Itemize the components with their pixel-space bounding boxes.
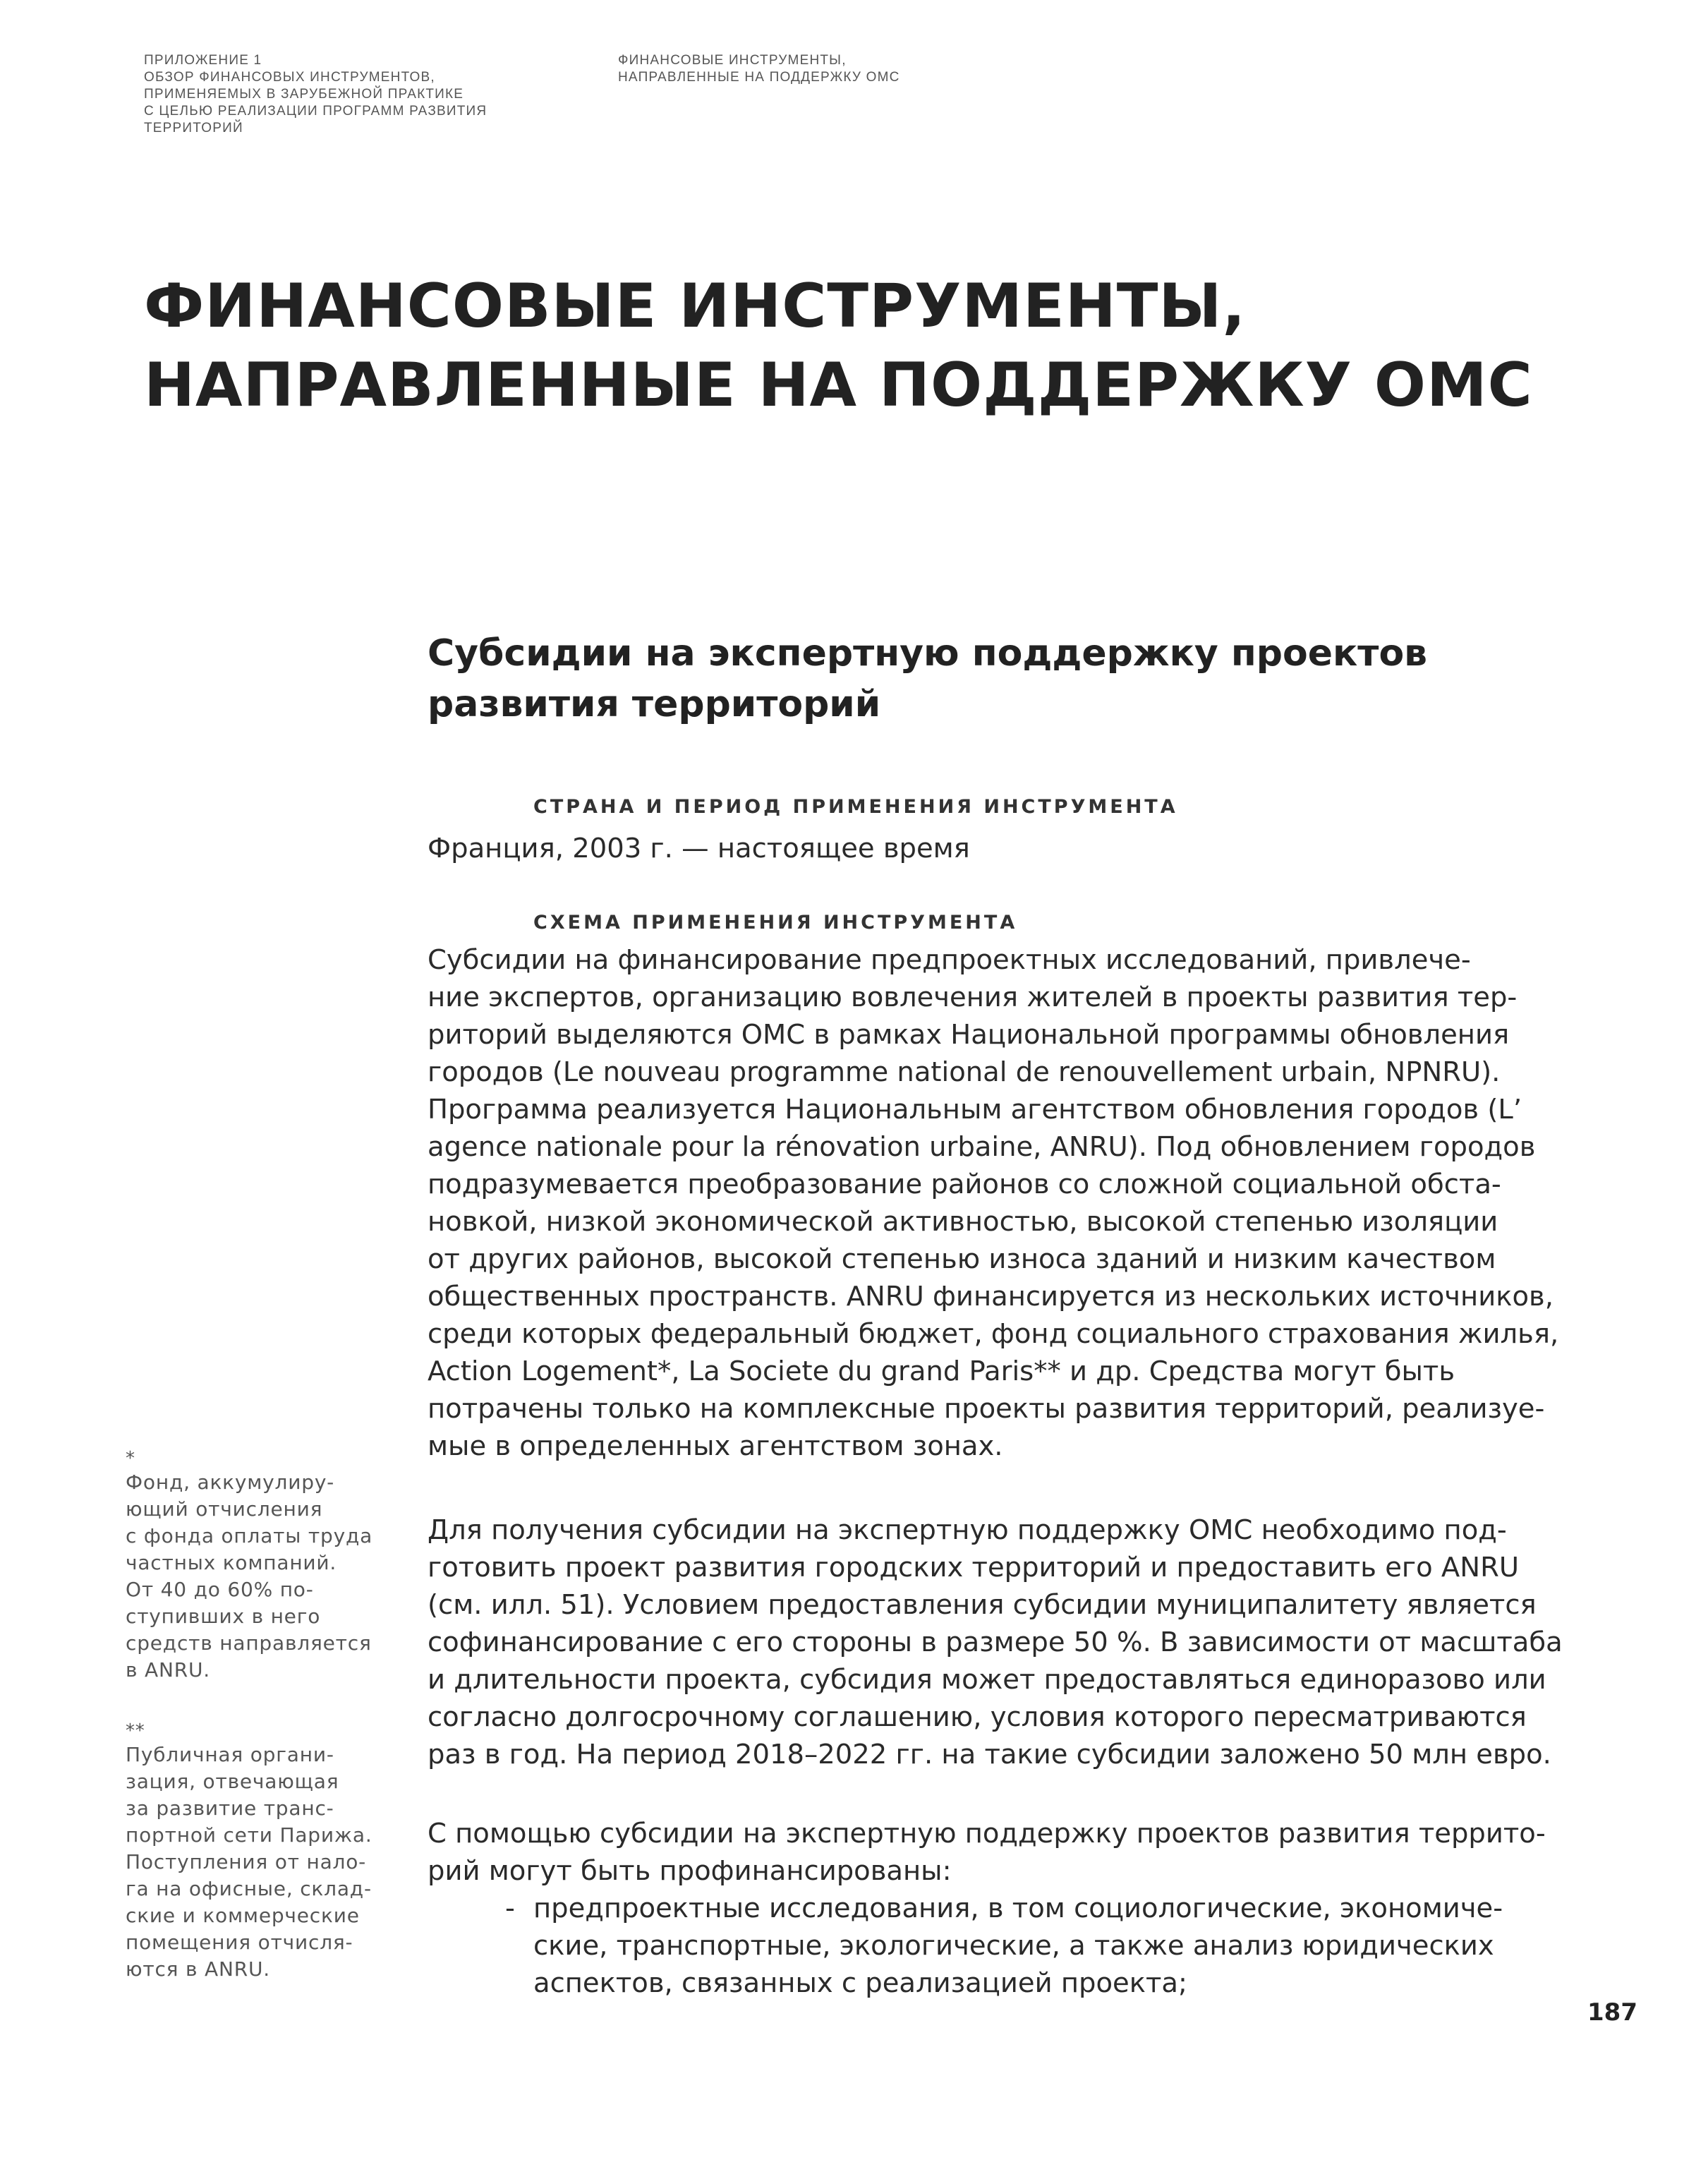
footnote-line: помещения отчисля- [126,1931,353,1954]
running-header-right [618,52,900,86]
text-line: С помощью субсидии на экспертную поддержку проектов развития террито- [428,1818,1546,1849]
text-line: раз в год. На период 2018–2022 гг. на такие субсидии заложено 50 млн евро. [428,1739,1551,1770]
paragraph-subsidy-conditions [428,1511,1570,1773]
text-line: новкой, низкой экономической активностью, высокой степенью изоляции [428,1206,1498,1238]
footnote-line: зация, отвечающая [126,1770,339,1793]
footnote-action-logement [126,1448,401,1684]
text-line: Субсидии на финансирование предпроектных исследований, привлече- [428,944,1471,976]
text-line: среди которых федеральный бюджет, фонд социального страхования жилья, [428,1318,1559,1350]
footnote-line: Поступления от нало- [126,1850,367,1873]
funding-list [505,1890,1648,2002]
page-title-line: НАПРАВЛЕННЫЕ НА ПОДДЕРЖКУ ОМС [144,350,1533,421]
running-header-line: ОБЗОР ФИНАНСОВЫХ ИНСТРУМЕНТОВ, [144,70,435,85]
text-line: ние экспертов, организацию вовлечения жителей в проекты развития тер- [428,982,1518,1013]
footnote-line: за развитие транс- [126,1797,334,1820]
page-title-line: ФИНАНСОВЫЕ ИНСТРУМЕНТЫ, [144,271,1247,342]
text-line: рий могут быть профинансированы: [428,1855,952,1887]
page-title [144,267,1555,425]
text-line: аспектов, связанных с реализацией проекта; [533,1967,1187,1999]
footnote-line: средств направляется [126,1631,372,1655]
text-line: предпроектные исследования, в том социологические, экономиче- [533,1893,1503,1924]
running-header-line: ПРИМЕНЯЕМЫХ В ЗАРУБЕЖНОЙ ПРАКТИКЕ [144,87,464,102]
paragraph-funding-intro [428,1815,1570,1890]
text-line: согласно долгосрочному соглашению, условия которого пересматриваются [428,1701,1527,1733]
text-line: Для получения субсидии на экспертную поддержку ОМС необходимо под- [428,1514,1507,1546]
footnote-line: га на офисные, склад- [126,1877,372,1900]
footnote-mark: * [126,1448,135,1469]
footnote-line: портной сети Парижа. [126,1823,373,1847]
text-line: (см. илл. 51). Условием предоставления субсидии муниципалитету является [428,1589,1537,1621]
text-line: agence nationale pour la rénovation urbaine, ANRU). Под обновлением городов [428,1131,1536,1163]
footnote-line: в ANRU. [126,1658,210,1682]
section-title [428,628,1556,730]
footnote-line: с фонда оплаты труда [126,1524,373,1547]
footnote-line: ступивших в него [126,1605,321,1628]
text-line: мые в определенных агентством зонах. [428,1430,1003,1462]
section-title-line: развития территорий [428,683,881,725]
running-header-line: ФИНАНСОВЫЕ ИНСТРУМЕНТЫ, [618,53,847,68]
text-line: от других районов, высокой степенью износа зданий и низким качеством [428,1243,1496,1275]
text-line: ские, транспортные, экологические, а также анализ юридических [533,1930,1494,1962]
footnote-mark: ** [126,1720,145,1742]
list-item [505,1890,1648,2002]
text-line: общественных пространств. ANRU финансируется из нескольких источников, [428,1281,1553,1312]
running-header-line: НАПРАВЛЕННЫЕ НА ПОДДЕРЖКУ ОМС [618,70,900,85]
list-dash: - [505,1893,515,1924]
section-title-line: Субсидии на экспертную поддержку проектов [428,632,1428,675]
running-header-line: ПРИЛОЖЕНИЕ 1 [144,53,262,68]
text-line: готовить проект развития городских территорий и предоставить его ANRU [428,1552,1519,1583]
text-line: потрачены только на комплексные проекты развития территорий, реализуе- [428,1393,1545,1425]
text-line: Программа реализуется Национальным агентством обновления городов (L’ [428,1094,1522,1125]
footnote-line: ские и коммерческие [126,1904,360,1927]
country-period-text: Франция, 2003 г. — настоящее время [428,833,970,864]
footnote-line: От 40 до 60% по- [126,1578,314,1601]
text-line: риторий выделяются ОМС в рамках Национальной программы обновления [428,1019,1510,1051]
text-line: подразумевается преобразование районов со сложной социальной обста- [428,1169,1501,1200]
scheme-label: СХЕМА ПРИМЕНЕНИЯ ИНСТРУМЕНТА [533,912,1018,934]
text-line: городов (Le nouveau programme national de renouvellement urbain, NPNRU). [428,1056,1501,1088]
footnote-line: ющий отчисления [126,1497,323,1521]
footnote-line: частных компаний. [126,1551,337,1574]
running-header-line: ТЕРРИТОРИЙ [144,121,243,135]
footnote-grand-paris [126,1720,401,1983]
text-line: и длительности проекта, субсидия может предоставляться единоразово или [428,1664,1546,1696]
footnote-line: Публичная органи- [126,1743,334,1766]
text-line: софинансирование с его стороны в размере 50 %. В зависимости от масштаба [428,1626,1563,1658]
footnote-line: Фонд, аккумулиру- [126,1471,335,1494]
running-header-left [144,52,487,137]
paragraph-scheme [428,941,1570,1465]
country-period-value [428,830,1570,867]
text-line: Action Logement*, La Societe du grand Paris** и др. Средства могут быть [428,1356,1455,1387]
footnote-line: ются в ANRU. [126,1957,270,1981]
country-period-label: СТРАНА И ПЕРИОД ПРИМЕНЕНИЯ ИНСТРУМЕНТА [533,796,1178,818]
page-number: 187 [1587,1998,1637,2027]
running-header-line: С ЦЕЛЬЮ РЕАЛИЗАЦИИ ПРОГРАММ РАЗВИТИЯ [144,104,487,119]
